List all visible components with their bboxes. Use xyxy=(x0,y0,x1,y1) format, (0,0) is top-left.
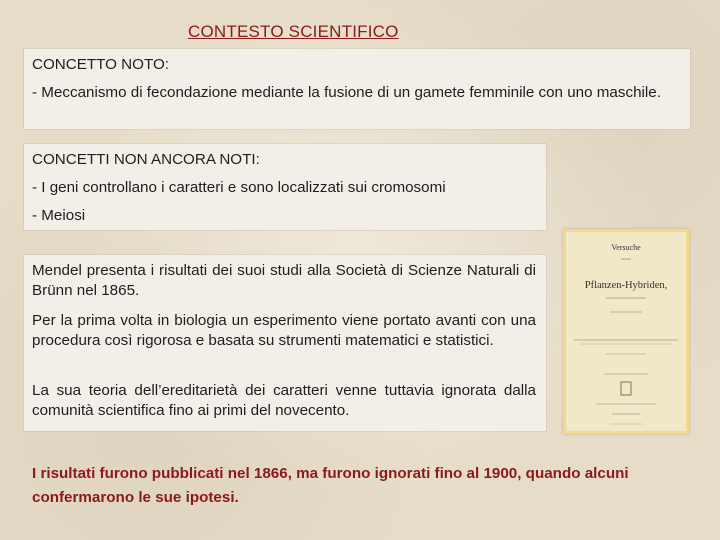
unknown-concepts-heading: CONCETTI NON ANCORA NOTI: xyxy=(32,151,260,168)
slide-title: CONTESTO SCIENTIFICO xyxy=(188,22,399,41)
known-concept-heading: CONCETTO NOTO: xyxy=(32,56,169,73)
mendel-paragraph: Mendel presenta i risultati dei suoi studi alla Società di Scienze Naturali di Brünn nel 1865. xyxy=(32,262,536,299)
publication-title-line1: Versuche xyxy=(611,243,641,252)
publication-title-line2: Pflanzen-Hybriden, xyxy=(584,280,668,291)
publication-emblem xyxy=(621,382,631,395)
mendel-box xyxy=(24,255,546,431)
unknown-concepts-box xyxy=(24,144,546,230)
known-concept-box xyxy=(24,49,690,129)
conclusion-text: I risultati furono pubblicati nel 1866, ma furono ignorati fino al 1900, quando alcuni confermarono le sue ipotesi. xyxy=(32,465,629,506)
publication-page-drawing xyxy=(566,232,686,431)
unknown-concept-item: - I geni controllano i caratteri e sono localizzati sui cromosomi xyxy=(32,179,446,196)
mendel-paragraph: Per la prima volta in biologia un esperimento viene portato avanti con una procedura così rigorosa e basata su strumenti matematici e statistici. xyxy=(32,312,536,349)
unknown-concept-item: - Meiosi xyxy=(32,207,86,224)
mendel-paragraph: La sua teoria dell’ereditarietà dei caratteri venne tuttavia ignorata dalla comunità scientifica fino ai primi del novecento. xyxy=(32,382,536,419)
known-concept-text: - Meccanismo di fecondazione mediante la fusione di un gamete femminile con uno maschile. xyxy=(32,84,661,101)
publication-title-page-image xyxy=(563,229,689,434)
